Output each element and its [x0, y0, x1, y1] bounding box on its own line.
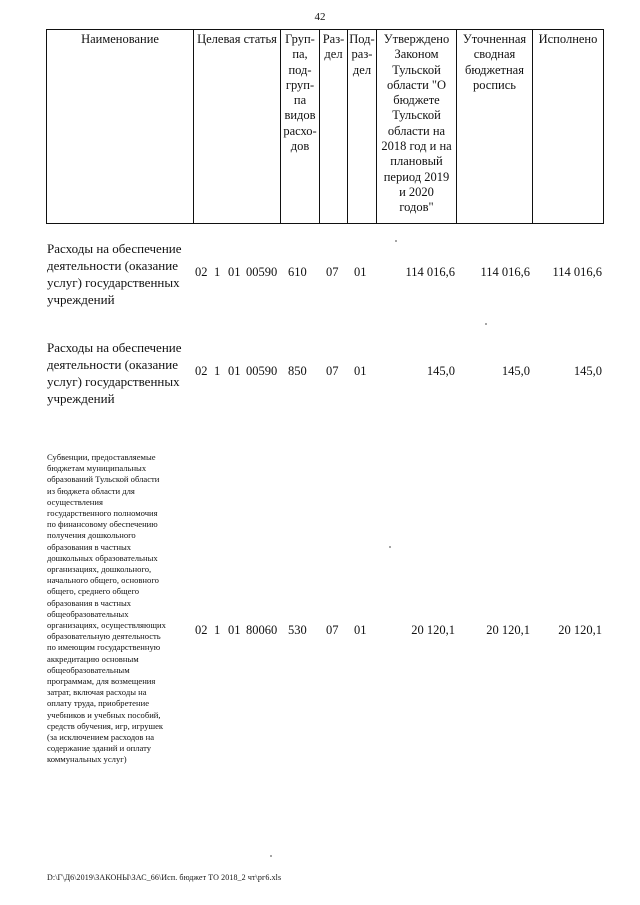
subsection-code: 01 [354, 364, 367, 378]
scan-speck [395, 240, 397, 242]
header-refined: Уточненная сводная бюджетная роспись [462, 32, 527, 92]
approved-amount: 114 016,6 [405, 265, 455, 279]
approved-amount: 145,0 [426, 364, 455, 378]
row-name: Субвенции, предоставляемые бюджетам муниципальных образований Тульской области из бюджета области для осуществления государственного полномочия по финансовому обеспечению получения дошкольного образования в частных дошкольных образовательных организациях, дошкольного, начального общего, основного общего, среднего общего образования в частных общеобразовательных организациях, осуществляющих образовательную деятельность по имеющим государственную аккредитацию основным общеобразовательным программам, для возмещения затрат, включая расходы на оплату труда, приобретение учебников и учебных пособий, средств обучения, игр, игрушек (за исключением расходов на содержание зданий и оплату коммунальных услуг) [47, 452, 166, 765]
target-article-subprogram: 1 [214, 364, 221, 378]
refined-amount: 145,0 [501, 364, 530, 378]
row-name: Расходы на обеспечение деятельности (оказание услуг) государственных учреждений [47, 340, 182, 406]
section-code: 07 [326, 623, 339, 637]
target-article-program: 02 [195, 364, 208, 378]
row-name: Расходы на обеспечение деятельности (оказание услуг) государственных учреждений [47, 241, 182, 307]
scan-speck [270, 855, 272, 857]
refined-amount: 20 120,1 [486, 623, 530, 637]
expense-group-code: 610 [288, 265, 307, 279]
target-article-direction: 00590 [246, 364, 278, 378]
target-article-subprogram: 1 [214, 265, 221, 279]
target-article-event: 01 [228, 364, 241, 378]
executed-amount: 145,0 [573, 364, 602, 378]
approved-amount: 20 120,1 [411, 623, 455, 637]
header-name: Наименование [81, 32, 159, 46]
section-code: 07 [326, 364, 339, 378]
executed-amount: 20 120,1 [558, 623, 602, 637]
expense-group-code: 530 [288, 623, 307, 637]
header-target-article: Целевая статья [197, 32, 277, 46]
executed-amount: 114 016,6 [552, 265, 602, 279]
target-article-program: 02 [195, 623, 208, 637]
header-subsection: Под- раз- дел [349, 32, 375, 77]
header-executed: Исполнено [538, 32, 598, 46]
refined-amount: 114 016,6 [480, 265, 530, 279]
target-article-event: 01 [228, 265, 241, 279]
target-article-event: 01 [228, 623, 241, 637]
target-article-program: 02 [195, 265, 208, 279]
header-expense-group: Груп- па, под- груп- па видов расхо- дов [283, 32, 317, 154]
page-number: 42 [314, 11, 326, 23]
target-article-subprogram: 1 [214, 623, 221, 637]
scan-speck [485, 323, 487, 325]
header-approved: Утверждено Законом Тульской области "О бюджете Тульской области на 2018 год и на плановый период 2019 и 2020 годов" [381, 32, 452, 215]
subsection-code: 01 [354, 623, 367, 637]
header-section: Раз- дел [322, 32, 345, 62]
expense-group-code: 850 [288, 364, 307, 378]
target-article-direction: 00590 [246, 265, 278, 279]
subsection-code: 01 [354, 265, 367, 279]
target-article-direction: 80060 [246, 623, 278, 637]
file-path-footer: D:\Г\Д6\2019\ЗАКОНЫ\ЗАС_66\Исп. бюджет ТО 2018_2 чт\рг6.xls [47, 873, 282, 882]
section-code: 07 [326, 265, 339, 279]
scan-speck [389, 546, 391, 548]
